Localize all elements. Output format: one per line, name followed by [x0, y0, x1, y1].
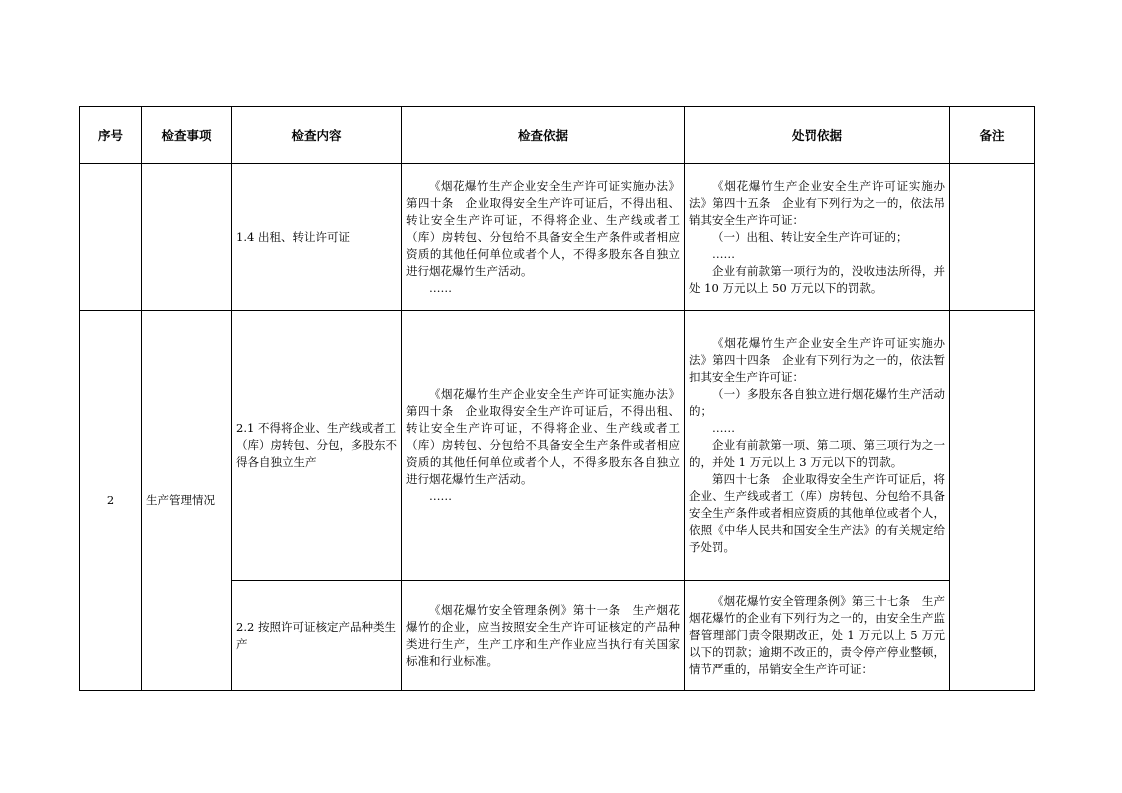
basis-ellipsis: ……	[429, 489, 452, 503]
cell-item: 生产管理情况	[142, 311, 232, 691]
penalty-paragraph: 《烟花爆竹生产企业安全生产许可证实施办法》第四十四条 企业有下列行为之一的，依法暂扣其安全生产许可证：	[689, 336, 945, 384]
inspection-table	[79, 106, 1035, 691]
header-basis: 检查依据	[402, 107, 685, 164]
header-remark: 备注	[950, 107, 1035, 164]
basis-paragraph: 《烟花爆竹生产企业安全生产许可证实施办法》第四十条 企业取得安全生产许可证后，不得出租、转让安全生产许可证，不得将企业、生产线或者工（库）房转包、分包给不具备安全生产条件或者相应资质的其他任何单位或者个人，不得多股东各自独立进行烟花爆竹生产活动。	[406, 387, 680, 486]
basis-paragraph: 《烟花爆竹生产企业安全生产许可证实施办法》第四十条 企业取得安全生产许可证后，不得出租、转让安全生产许可证，不得将企业、生产线或者工（库）房转包、分包给不具备安全生产条件或者相应资质的其他任何单位或者个人，不得多股东各自独立进行烟花爆竹生产活动。	[406, 178, 680, 278]
cell-seq	[80, 164, 142, 311]
penalty-paragraph: （一）出租、转让安全生产许可证的；	[712, 229, 908, 244]
cell-content: 2.2 按照许可证核定产品种类生产	[232, 581, 402, 691]
penalty-paragraph: 《烟花爆竹生产企业安全生产许可证实施办法》第四十五条 企业有下列行为之一的，依法吊销其安全生产许可证：	[689, 178, 945, 227]
penalty-paragraph: 企业有前款第一项行为的，没收违法所得，并处 10 万元以上 50 万元以下的罚款。	[689, 263, 945, 295]
cell-item	[142, 164, 232, 311]
cell-penalty	[685, 311, 950, 581]
header-seq: 序号	[80, 107, 142, 164]
penalty-paragraph: 第四十七条 企业取得安全生产许可证后，将企业、生产线或者工（库）房转包、分包给不具备安全生产条件或者相应资质的其他单位或者个人，依照《中华人民共和国安全生产法》的有关规定给予处罚。	[689, 472, 945, 554]
penalty-paragraph: 企业有前款第一项、第二项、第三项行为之一的，并处 1 万元以上 3 万元以下的罚款。	[689, 438, 945, 469]
table-row	[80, 311, 1035, 581]
cell-content: 1.4 出租、转让许可证	[232, 164, 402, 311]
cell-remark	[950, 164, 1035, 311]
header-item: 检查事项	[142, 107, 232, 164]
penalty-ellipsis: ……	[712, 246, 735, 261]
cell-remark	[950, 311, 1035, 691]
cell-seq: 2	[80, 311, 142, 691]
penalty-paragraph: 《烟花爆竹安全管理条例》第三十七条 生产烟花爆竹的企业有下列行为之一的，由安全生产监督管理部门责令限期改正，处 1 万元以上 5 万元以下的罚款；逾期不改正的，责令停产停业整顿，情节严重的，吊销安全生产许可证：	[689, 594, 945, 676]
penalty-paragraph: （一）多股东各自独立进行烟花爆竹生产活动的；	[689, 387, 945, 418]
header-row	[80, 107, 1035, 164]
header-penalty: 处罚依据	[685, 107, 950, 164]
cell-basis	[402, 164, 685, 311]
cell-basis	[402, 311, 685, 581]
header-content: 检查内容	[232, 107, 402, 164]
basis-ellipsis: ……	[429, 280, 452, 295]
penalty-ellipsis: ……	[712, 421, 735, 435]
cell-penalty	[685, 164, 950, 311]
cell-penalty	[685, 581, 950, 691]
cell-content: 2.1 不得将企业、生产线或者工（库）房转包、分包，多股东不得各自独立生产	[232, 311, 402, 581]
cell-basis	[402, 581, 685, 691]
basis-paragraph: 《烟花爆竹安全管理条例》第十一条 生产烟花爆竹的企业，应当按照安全生产许可证核定的产品种类进行生产，生产工序和生产作业应当执行有关国家标准和行业标准。	[406, 602, 680, 668]
table-row	[80, 164, 1035, 311]
